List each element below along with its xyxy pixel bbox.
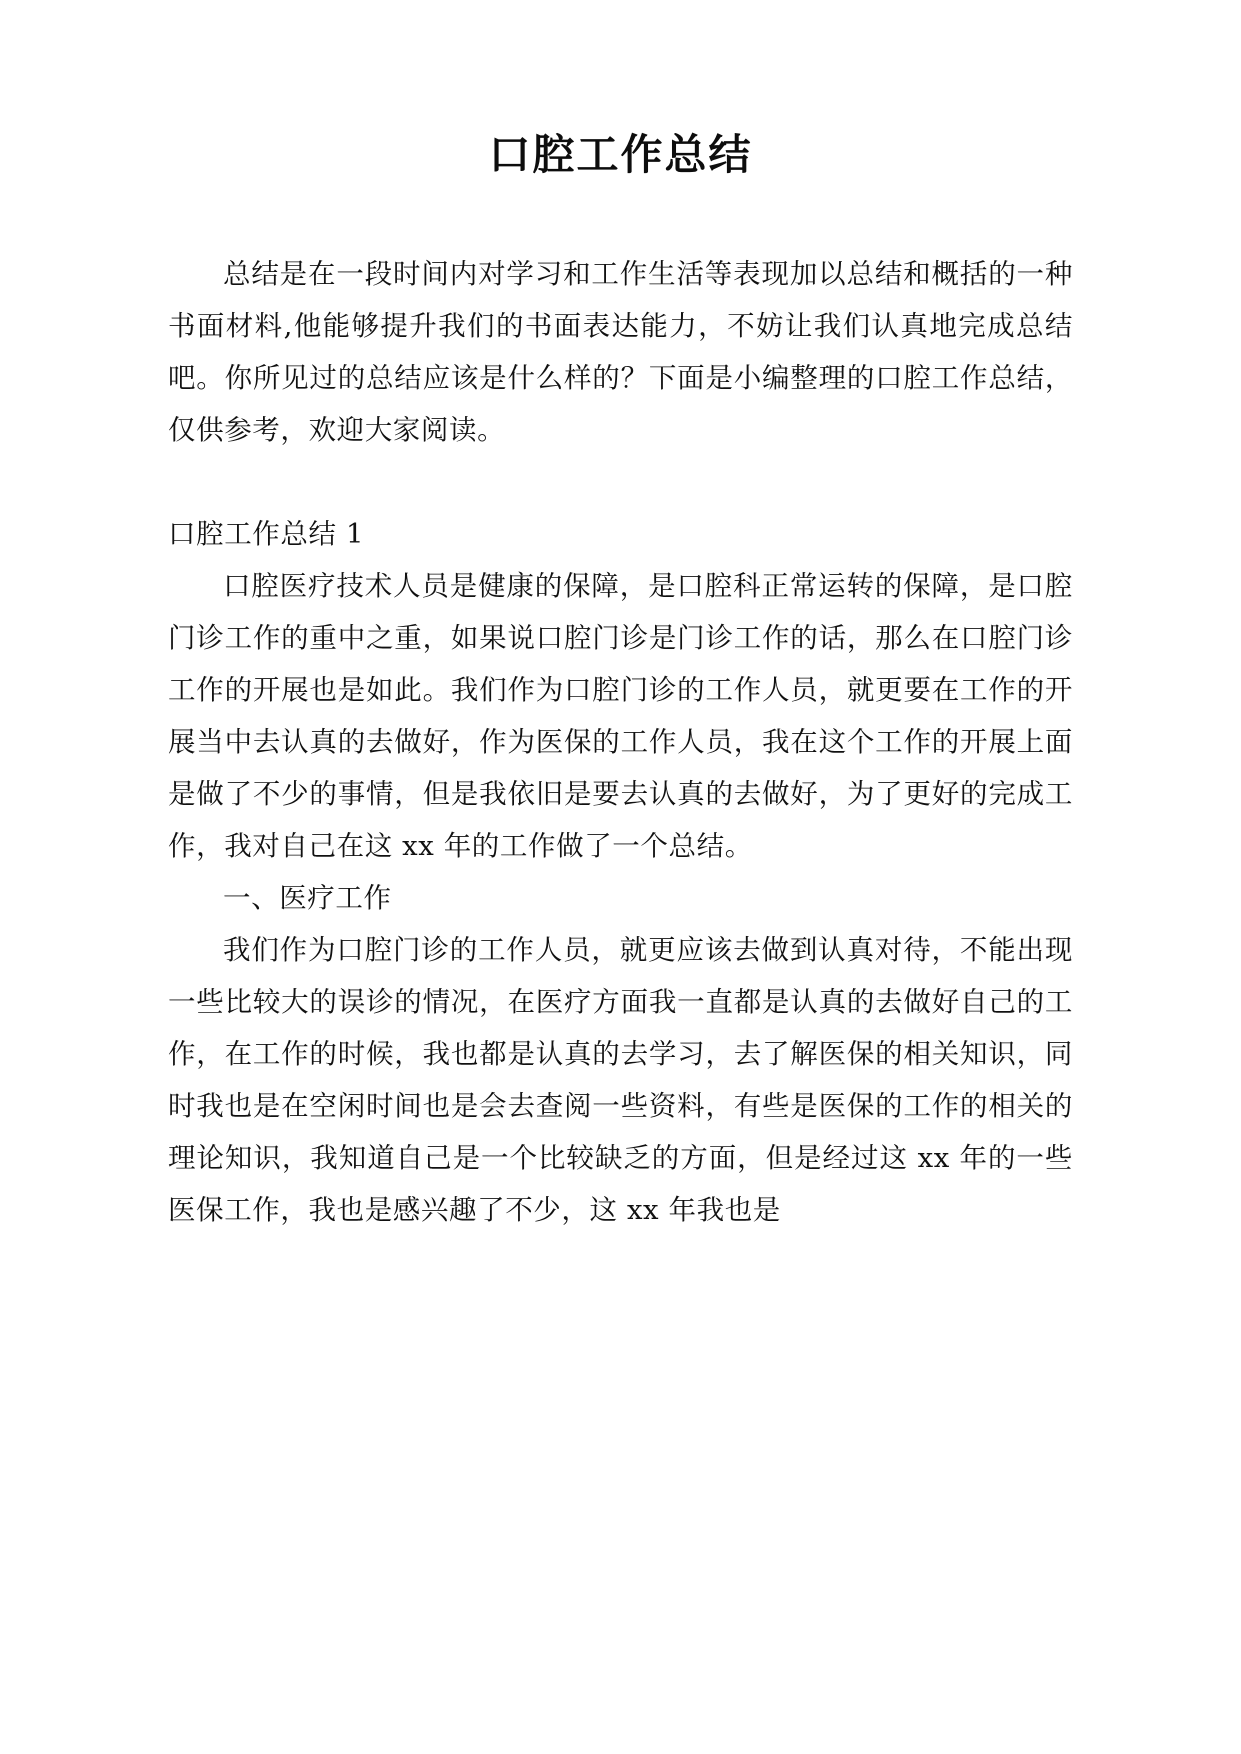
section-heading: 口腔工作总结 1 — [168, 518, 365, 550]
paragraph-2: 我们作为口腔门诊的工作人员，就更应该去做到认真对待，不能出现一些比较大的误诊的情况，在医疗方面我一直都是认真的去做好自己的工作，在工作的时候，我也都是认真的去学习，去了解医保的相关知识，同时我也是在空闲时间也是会去查阅一些资料，有些是医保的工作的相关的理论知识，我知道自己是一个比较缺乏的方面，但是经过这 xx 年的一些医保工作，我也是感兴趣了不少，这 xx 年我也是 — [168, 934, 1073, 1226]
document-body — [168, 248, 1073, 1236]
paragraph-1: 口腔医疗技术人员是健康的保障，是口腔科正常运转的保障，是口腔门诊工作的重中之重，如果说口腔门诊是门诊工作的话，那么在口腔门诊工作的开展也是如此。我们作为口腔门诊的工作人员，就更要在工作的开展当中去认真的去做好，作为医保的工作人员，我在这个工作的开展上面是做了不少的事情，但是我依旧是要去认真的去做好，为了更好的完成工作，我对自己在这 xx 年的工作做了一个总结。 — [168, 570, 1073, 862]
subheading-medical-work: 一、医疗工作 — [223, 882, 392, 914]
page-title: 口腔工作总结 — [488, 130, 753, 179]
spacer — [168, 456, 1073, 508]
intro-paragraph: 总结是在一段时间内对学习和工作生活等表现加以总结和概括的一种书面材料,他能够提升我们的书面表达能力，不妨让我们认真地完成总结吧。你所见过的总结应该是什么样的？下面是小编整理的口腔工作总结，仅供参考，欢迎大家阅读。 — [168, 258, 1073, 446]
